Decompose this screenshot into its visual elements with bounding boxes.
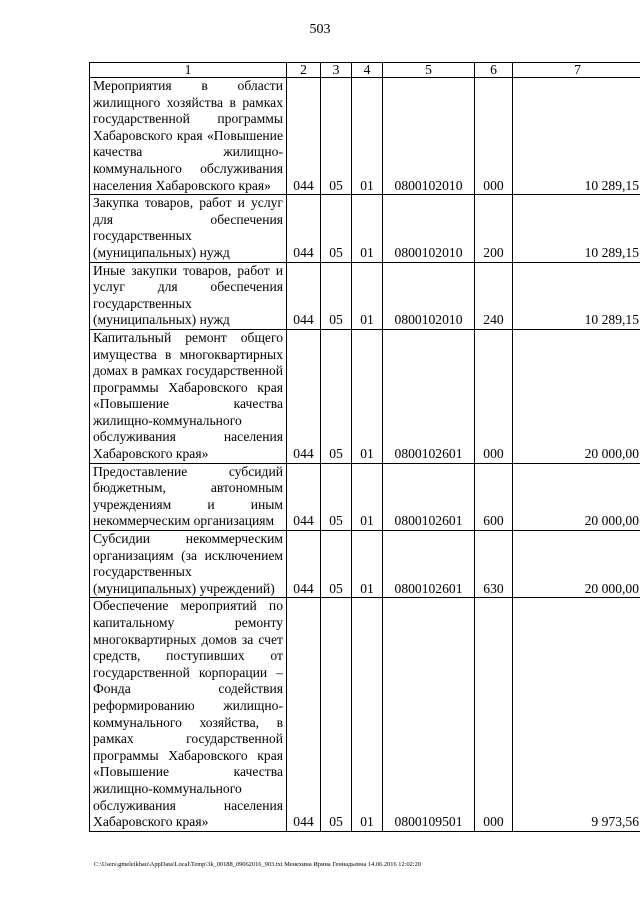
table-row — [90, 329, 640, 463]
row-section-code: 05 — [321, 598, 352, 831]
header-col-7: 7 — [513, 63, 640, 78]
row-name: Предоставление субсидий бюджетным, автономным учреждениям и иным некоммерческим организациям — [90, 463, 287, 530]
row-name: Мероприятия в области жилищного хозяйства в рамках государственной программы Хабаровского края «Повышение качества жилищно-коммунального обслуживания населения Хабаровского края» — [90, 78, 287, 195]
row-section-code: 05 — [321, 531, 352, 598]
row-amount: 10 289,15 — [513, 78, 640, 195]
row-amount: 10 289,15 — [513, 262, 640, 329]
row-ministry-code: 044 — [287, 195, 321, 262]
row-expense-type: 000 — [475, 598, 513, 831]
table-row — [90, 78, 640, 195]
row-name: Субсидии некоммерческим организациям (за исключением государственных (муниципальных) учреждений) — [90, 531, 287, 598]
row-section-code: 05 — [321, 195, 352, 262]
row-target-code: 0800102601 — [383, 531, 475, 598]
row-section-code: 05 — [321, 329, 352, 463]
table-row — [90, 262, 640, 329]
row-subsection-code: 01 — [352, 463, 383, 530]
budget-table — [89, 62, 640, 832]
row-expense-type: 240 — [475, 262, 513, 329]
row-subsection-code: 01 — [352, 78, 383, 195]
table-row — [90, 598, 640, 831]
table-row — [90, 531, 640, 598]
row-expense-type: 630 — [475, 531, 513, 598]
table-header-row — [90, 63, 640, 78]
row-ministry-code: 044 — [287, 262, 321, 329]
row-ministry-code: 044 — [287, 531, 321, 598]
row-expense-type: 000 — [475, 78, 513, 195]
header-col-1: 1 — [90, 63, 287, 78]
header-col-5: 5 — [383, 63, 475, 78]
row-target-code: 0800102601 — [383, 463, 475, 530]
row-name: Закупка товаров, работ и услуг для обеспечения государственных (муниципальных) нужд — [90, 195, 287, 262]
row-target-code: 0800102010 — [383, 262, 475, 329]
row-subsection-code: 01 — [352, 262, 383, 329]
row-subsection-code: 01 — [352, 195, 383, 262]
row-subsection-code: 01 — [352, 329, 383, 463]
header-col-3: 3 — [321, 63, 352, 78]
row-ministry-code: 044 — [287, 463, 321, 530]
header-col-4: 4 — [352, 63, 383, 78]
row-ministry-code: 044 — [287, 598, 321, 831]
row-subsection-code: 01 — [352, 598, 383, 831]
row-section-code: 05 — [321, 463, 352, 530]
row-ministry-code: 044 — [287, 78, 321, 195]
row-name: Иные закупки товаров, работ и услуг для обеспечения государственных (муниципальных) нужд — [90, 262, 287, 329]
row-target-code: 0800102010 — [383, 78, 475, 195]
row-amount: 20 000,00 — [513, 531, 640, 598]
row-name: Обеспечение мероприятий по капитальному ремонту многоквартирных домов за счет средств, поступивших от государственной корпорации – Фонда содействия реформированию жилищно-коммунального хозяйства, в рамках государственной программы Хабаровского края «Повышение качества жилищно-коммунального обслуживания населения Хабаровского края» — [90, 598, 287, 831]
table-row — [90, 463, 640, 530]
row-amount: 20 000,00 — [513, 463, 640, 530]
row-target-code: 0800102601 — [383, 329, 475, 463]
row-ministry-code: 044 — [287, 329, 321, 463]
row-expense-type: 000 — [475, 329, 513, 463]
row-amount: 20 000,00 — [513, 329, 640, 463]
file-path-footer: C:\Users\gmeleikhau\AppData\Local\Temp\3k_00188_09062016_903.txt Менехина Ирина Геннадьевна 14.06.2016 12:02:20 — [94, 861, 422, 868]
row-expense-type: 600 — [475, 463, 513, 530]
row-amount: 10 289,15 — [513, 195, 640, 262]
row-section-code: 05 — [321, 262, 352, 329]
row-subsection-code: 01 — [352, 531, 383, 598]
page-number: 503 — [309, 22, 331, 37]
header-col-6: 6 — [475, 63, 513, 78]
table-row — [90, 195, 640, 262]
row-target-code: 0800109501 — [383, 598, 475, 831]
row-target-code: 0800102010 — [383, 195, 475, 262]
header-col-2: 2 — [287, 63, 321, 78]
row-amount: 9 973,56 — [513, 598, 640, 831]
row-section-code: 05 — [321, 78, 352, 195]
row-name: Капитальный ремонт общего имущества в многоквартирных домах в рамках государственной программы Хабаровского края «Повышение качества жилищно-коммунального обслуживания населения Хабаровского края» — [90, 329, 287, 463]
row-expense-type: 200 — [475, 195, 513, 262]
